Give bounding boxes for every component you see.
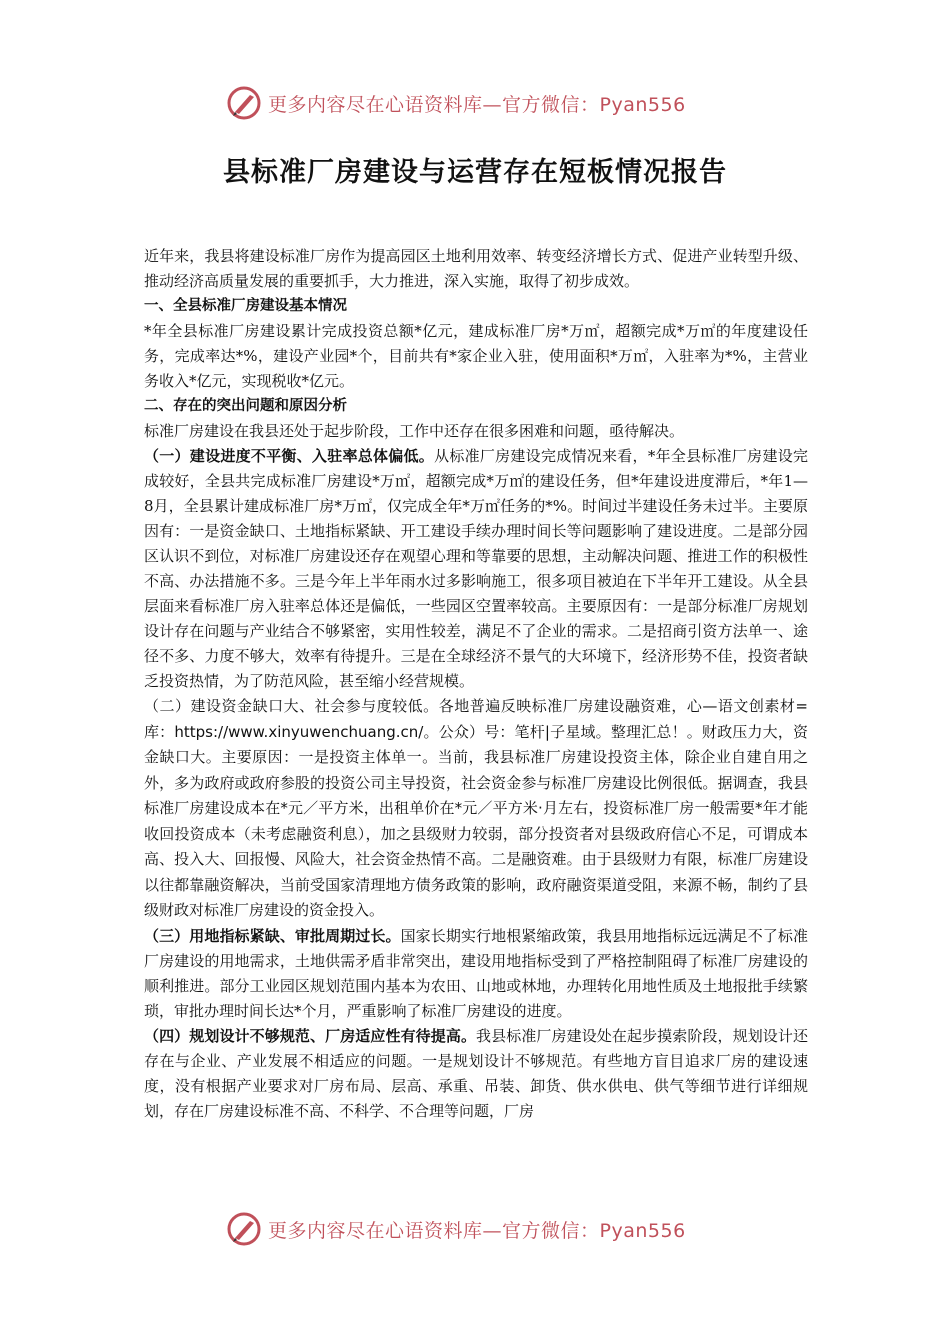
- footer-banner: [226, 1209, 726, 1249]
- item3-body: 国家长期实行地根紧缩政策，我县用地指标远远满足不了标准厂房建设的用地需求，土地供需矛盾非常突出，建设用地指标受到了严格控制阻碍了标准厂房建设的顺利推进。部分工业园区规划范围内基本为农田、山地或林地，办理转化用地性质及土地报批手续繁琐，审批办理时间长达*个月，严重影响了标准厂房建设的进度。: [144, 926, 808, 1020]
- item4-lead: （四）规划设计不够规范、厂房适应性有待提高。: [144, 1026, 477, 1045]
- pen-logo-icon: [226, 85, 262, 121]
- pen-logo-icon: [226, 1211, 262, 1247]
- item4-paragraph: [144, 1024, 808, 1124]
- document-title: 县标准厂房建设与运营存在短板情况报告: [223, 157, 727, 188]
- item4-body: 我县标准厂房建设处在起步摸索阶段，规划设计还存在与企业、产业发展不相适应的问题。一是规划设计不够规范。有些地方盲目追求厂房的建设速度，没有根据产业要求对厂房布局、层高、承重、吊装、卸货、供水供电、供气等细节进行详细规划，存在厂房建设标准不高、不科学、不合理等问题，厂房: [144, 1026, 808, 1120]
- item1-body: 从标准厂房建设完成情况来看，*年全县标准厂房建设完成较好，全县共完成标准厂房建设*万㎡，超额完成*万㎡的建设任务，但*年建设进度滞后，*年1—8月，全县累计建成标准厂房*万㎡，仅完成全年*万㎡任务的*%。时间过半建设任务未过半。主要原因有：一是资金缺口、土地指标紧缺、开工建设手续办理时间长等问题影响了建设进度。二是部分园区认识不到位，对标准厂房建设还存在观望心理和等靠要的思想，主动解决问题、推进工作的积极性不高、办法措施不多。三是今年上半年雨水过多影响施工，很多项目被迫在下半年开工建设。从全县层面来看标准厂房入驻率总体还是偏低，一些园区空置率较高。主要原因有：一是部分标准厂房规划设计存在问题与产业结合不够紧密，实用性较差，满足不了企业的需求。二是招商引资方法单一、途径不多、力度不够大，效率有待提升。三是在全球经济不景气的大环境下，经济形势不佳，投资者缺乏投资热情，为了防范风险，甚至缩小经营规模。: [144, 447, 808, 690]
- banner-text: 更多内容尽在心语资料库—官方微信：Pyan556: [268, 1219, 686, 1242]
- item2-paragraph: （二）建设资金缺口大、社会参与度较低。各地普遍反映标准厂房建设融资难，心—语文创素材=库：https://www.xinyuwenchuang.cn/。公众）号：笔杆|子星域。整理汇总！。财政压力大，资金缺口大。主要原因：一是投资主体单一。当前，我县标准厂房建设投资主体，除企业自建自用之外，多为政府或政府参股的投资公司主导投资，社会资金参与标准厂房建设比例很低。据调查，我县标准厂房建设成本在*元／平方米，出租单价在*元／平方米·月左右，投资标准厂房一般需要*年才能收回投资成本（未考虑融资利息），加之县级财力较弱，部分投资者对县级政府信心不足，可谓成本高、投入大、回报慢、风险大，社会资金热情不高。二是融资难。由于县级财力有限，标准厂房建设以往都靠融资解决，当前受国家清理地方债务政策的影响，政府融资渠道受阻，来源不畅，制约了县级财政对标准厂房建设的资金投入。: [144, 697, 808, 919]
- section2-intro: 标准厂房建设在我县还处于起步阶段，工作中还存在很多困难和问题，亟待解决。: [144, 422, 685, 440]
- intro-paragraph: 近年来，我县将建设标准厂房作为提高园区土地利用效率、转变经济增长方式、促进产业转型升级、推动经济高质量发展的重要抓手，大力推进，深入实施，取得了初步成效。: [144, 247, 808, 290]
- item1-paragraph: [144, 444, 808, 694]
- document-body: [144, 244, 808, 1124]
- item1-lead: （一）建设进度不平衡、入驻率总体偏低。: [144, 447, 435, 465]
- item3-lead: （三）用地指标紧缺、审批周期过长。: [144, 926, 401, 945]
- section2-heading: 二、存在的突出问题和原因分析: [144, 398, 347, 414]
- item3-paragraph: [144, 924, 808, 1024]
- section1-paragraph: *年全县标准厂房建设累计完成投资总额*亿元，建成标准厂房*万㎡，超额完成*万㎡的年度建设任务，完成率达*%，建设产业园*个，目前共有*家企业入驻，使用面积*万㎡，入驻率为*%，主营业务收入*亿元，实现税收*亿元。: [144, 322, 808, 390]
- section1-heading: 一、全县标准厂房建设基本情况: [144, 298, 347, 314]
- header-banner: [226, 83, 726, 123]
- banner-text: 更多内容尽在心语资料库—官方微信：Pyan556: [268, 93, 686, 116]
